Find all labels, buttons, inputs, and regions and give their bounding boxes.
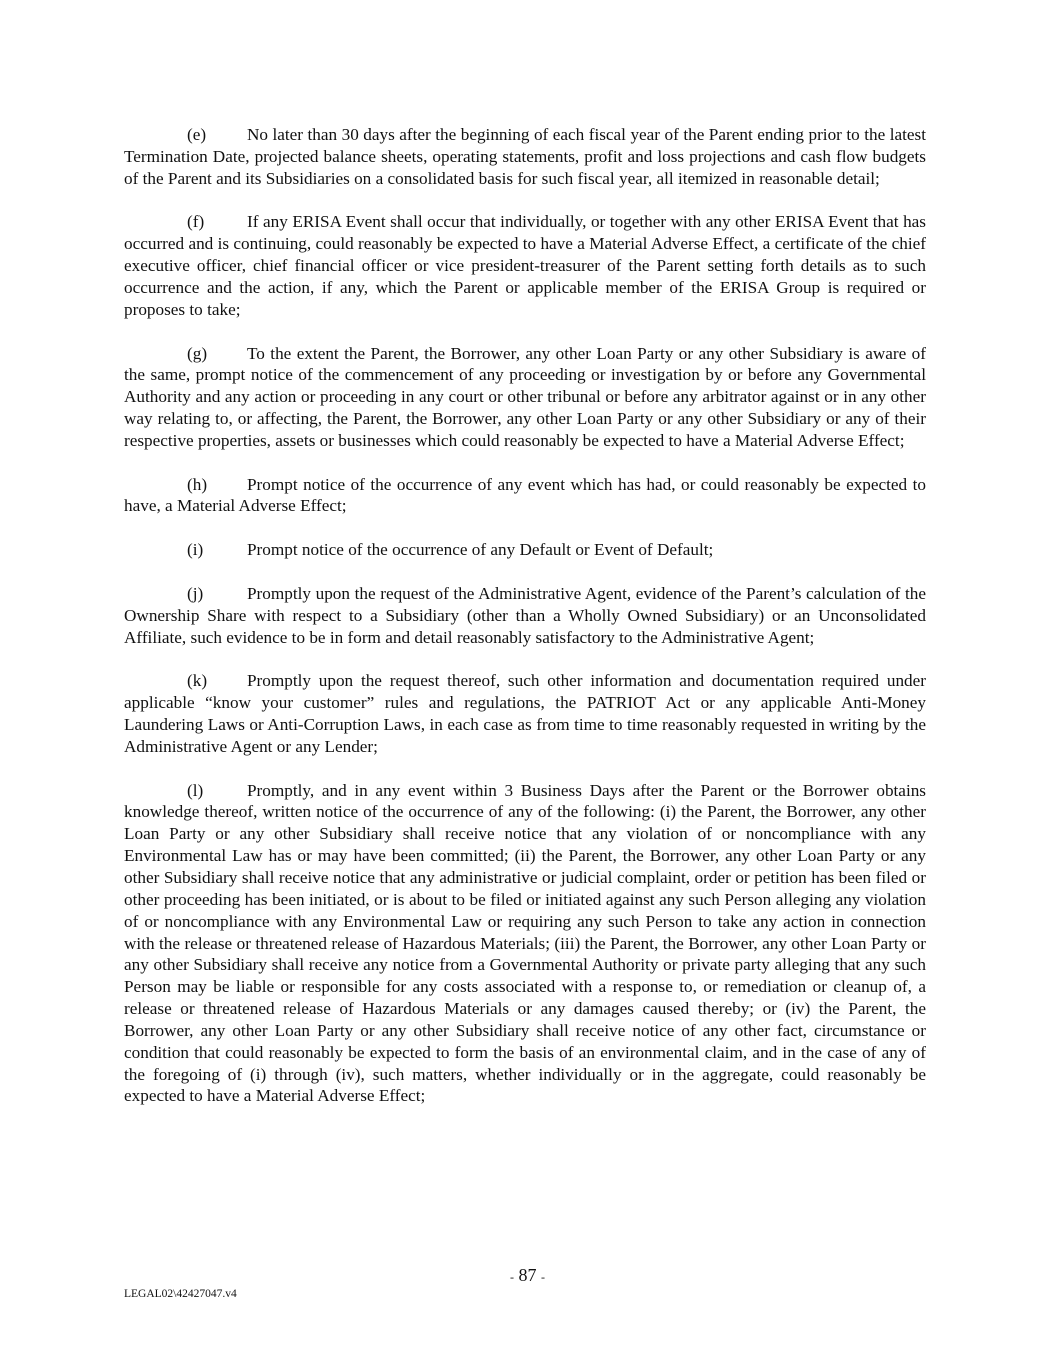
document-body (124, 124, 926, 1129)
paragraph-h (124, 474, 926, 518)
paragraph-text: Promptly, and in any event within 3 Business Days after the Parent or the Borrower obtains knowledge thereof, written notice of the occurrence of any of the following: (i) the Parent, the Borrower, any other Loan Party or any other Subsidiary shall receive notice that any violation of or noncompliance with any Environmental Law has or may have been committed; (ii) the Parent, the Borrower, any other Loan Party or any other Subsidiary shall receive notice that any administrative or judicial complaint, order or petition has been filed or other proceeding has been initiated, or is about to be filed or initiated against any such Person alleging any violation of or noncompliance with any Environmental Law or requiring any such Person to take any action in connection with the release or threatened release of Hazardous Materials; (iii) the Parent, the Borrower, any other Loan Party or any other Subsidiary shall receive any notice from a Governmental Authority or private party alleging that any such Person may be liable or responsible for any costs associated with a response to, or remediation or cleanup of, a release or threatened release of Hazardous Materials or any damages caused thereby; or (iv) the Parent, the Borrower, any other Loan Party or any other Subsidiary shall receive notice of any other fact, circumstance or condition that could reasonably be expected to form the basis of an environmental claim, and in the case of any of the foregoing of (i) through (iv), such matters, whether individually or in the aggregate, could reasonably be expected to have a Material Adverse Effect; (124, 780, 926, 1106)
page-number-dash-left: - (510, 1270, 514, 1284)
page-number (0, 1264, 1055, 1288)
paragraph-text: To the extent the Parent, the Borrower, any other Loan Party or any other Subsidiary is aware of the same, prompt notice of the commencement of any proceeding or investigation by or before any Governmental Authority and any action or proceeding in any court or other tribunal or before any arbitrator against or in any other way relating to, or affecting, the Parent, the Borrower, any other Loan Party or any other Subsidiary or any of their respective properties, assets or businesses which could reasonably be expected to have a Material Adverse Effect; (124, 343, 926, 450)
paragraph-i (124, 539, 926, 561)
paragraph-label: (g) (187, 343, 208, 363)
paragraph-j (124, 583, 926, 649)
paragraph-text: Promptly upon the request thereof, such other information and documentation required under applicable “know your customer” rules and regulations, the PATRIOT Act or any applicable Anti-Money Laundering Laws or Anti-Corruption Laws, in each case as from time to time reasonably requested in writing by the Administrative Agent or any Lender; (124, 671, 926, 756)
paragraph-label: (k) (187, 671, 208, 691)
paragraph-label: (j) (187, 583, 204, 603)
paragraph-text: Prompt notice of the occurrence of any Default or Event of Default; (247, 540, 714, 560)
paragraph-text: If any ERISA Event shall occur that individually, or together with any other ERISA Event that has occurred and is continuing, could reasonably be expected to have a Material Adverse Effect, a certificate of the chief executive officer, chief financial officer or vice president-treasurer of the Parent setting forth details as to such occurrence and the action, if any, which the Parent or applicable member of the ERISA Group is required or proposes to take; (124, 212, 926, 319)
page-number-dash-right: - (541, 1270, 545, 1284)
paragraph-text: Promptly upon the request of the Administrative Agent, evidence of the Parent’s calculation of the Ownership Share with respect to a Subsidiary (other than a Wholly Owned Subsidiary) or an Unconsolidated Affiliate, such evidence to be in form and detail reasonably satisfactory to the Administrative Agent; (124, 583, 926, 647)
paragraph-k (124, 670, 926, 757)
paragraph-label: (l) (187, 780, 204, 800)
paragraph-l (124, 780, 926, 1108)
document-id: LEGAL02\42427047.v4 (124, 1288, 237, 1300)
paragraph-label: (i) (187, 540, 204, 560)
paragraph-e (124, 124, 926, 190)
paragraph-label: (f) (187, 212, 205, 232)
page-number-value: 87 (518, 1265, 537, 1285)
paragraph-f (124, 211, 926, 320)
paragraph-g (124, 343, 926, 452)
paragraph-text: No later than 30 days after the beginning of each fiscal year of the Parent ending prior to the latest Termination Date, projected balance sheets, operating statements, profit and loss projections and cash flow budgets of the Parent and its Subsidiaries on a consolidated basis for such fiscal year, all itemized in reasonable detail; (124, 125, 926, 188)
paragraph-label: (h) (187, 474, 208, 494)
paragraph-text: Prompt notice of the occurrence of any event which has had, or could reasonably be expected to have, a Material Adverse Effect; (124, 474, 926, 516)
paragraph-label: (e) (187, 125, 207, 144)
